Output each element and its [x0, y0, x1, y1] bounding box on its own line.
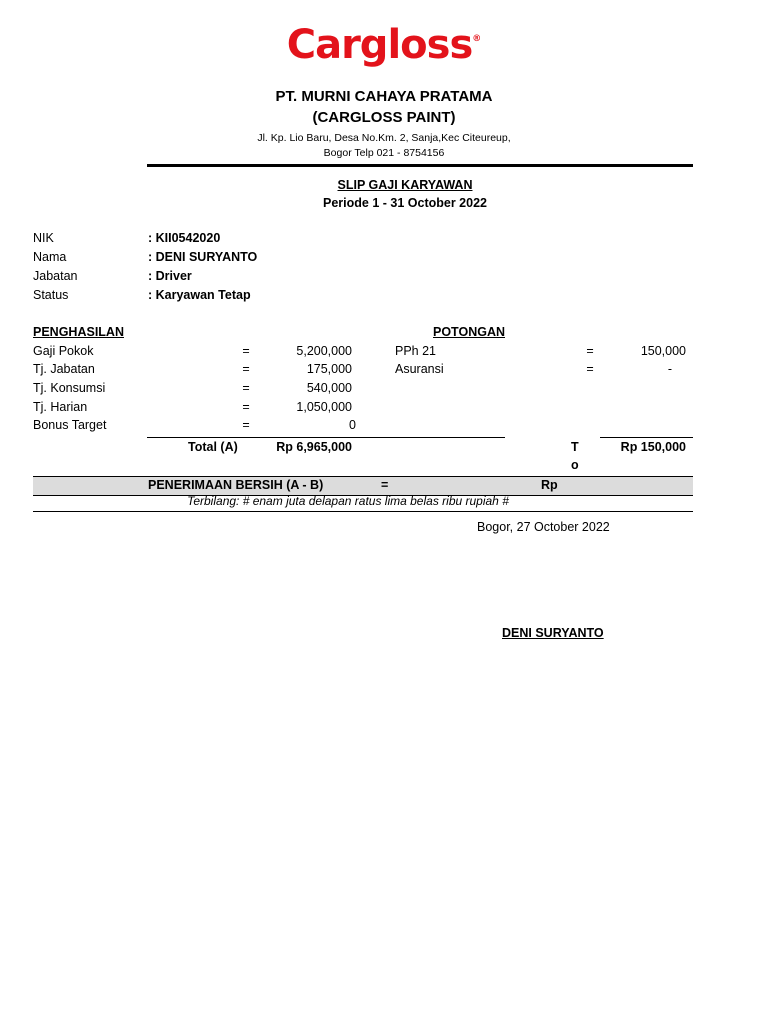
company-name: PT. MURNI CAHAYA PRATAMA [275, 88, 493, 105]
net-pay-eq: = [381, 478, 389, 492]
income-item-label: Gaji Pokok [33, 344, 94, 358]
deduction-item-amount: 150,000 [640, 344, 686, 358]
deduction-item-eq: = [586, 344, 594, 358]
net-pay-bottom-rule [33, 511, 693, 512]
income-item-eq: = [242, 381, 250, 395]
employee-label: Nama [33, 250, 67, 264]
income-item-label: Bonus Target [33, 418, 107, 432]
income-item-label: Tj. Konsumsi [33, 381, 106, 395]
amount-in-words: Terbilang: # enam juta delapan ratus lima belas ribu rupiah # [187, 494, 509, 508]
net-pay-band [33, 476, 693, 496]
slip-periode: Periode 1 - 31 October 2022 [323, 196, 487, 210]
deduction-total-value: Rp 150,000 [620, 440, 686, 454]
deduction-total-rule [600, 437, 693, 438]
company-address-line1: Jl. Kp. Lio Baru, Desa No.Km. 2, Sanja,Kec Citeureup, [257, 132, 511, 144]
income-item-eq: = [242, 418, 250, 432]
income-item-label: Tj. Harian [33, 400, 88, 414]
income-item-amount: 5,200,000 [296, 344, 352, 358]
income-total-label: Total (A) [188, 440, 238, 454]
place-date: Bogor, 27 October 2022 [477, 520, 610, 534]
income-item-amount: 540,000 [306, 381, 352, 395]
logo-text: Cargloss [286, 22, 473, 68]
deduction-item-label: Asuransi [395, 362, 444, 376]
company-brand: (CARGLOSS PAINT) [312, 109, 456, 126]
income-total-value: Rp 6,965,000 [276, 440, 352, 454]
income-heading: PENGHASILAN [33, 325, 124, 339]
income-item-amount: 0 [349, 418, 356, 432]
deduction-total-label-wrap: o [571, 458, 579, 472]
deduction-total-label: T [571, 440, 579, 454]
employee-label: NIK [33, 231, 54, 245]
employee-value: : DENI SURYANTO [148, 250, 258, 264]
company-logo [0, 22, 768, 68]
employee-value: : Driver [148, 269, 192, 283]
registered-mark: ® [472, 34, 482, 44]
deduction-item-label: PPh 21 [395, 344, 437, 358]
net-pay-label: PENERIMAAN BERSIH (A - B) [148, 478, 324, 492]
employee-value: : Karyawan Tetap [148, 288, 251, 302]
header-divider [147, 164, 693, 167]
income-item-label: Tj. Jabatan [33, 362, 95, 376]
employee-label: Jabatan [33, 269, 78, 283]
slip-title: SLIP GAJI KARYAWAN [337, 178, 473, 192]
employee-label: Status [33, 288, 69, 302]
company-address-line2: Bogor Telp 021 - 8754156 [323, 147, 445, 159]
income-item-eq: = [242, 344, 250, 358]
income-item-amount: 175,000 [306, 362, 352, 376]
income-total-rule [147, 437, 505, 438]
deduction-heading: POTONGAN [433, 325, 505, 339]
signatory-name: DENI SURYANTO [502, 626, 604, 640]
net-pay-currency: Rp [541, 478, 558, 492]
income-item-eq: = [242, 362, 250, 376]
deduction-item-amount: - [667, 362, 672, 376]
income-item-amount: 1,050,000 [296, 400, 352, 414]
income-item-eq: = [242, 400, 250, 414]
employee-value: : KII0542020 [148, 231, 221, 245]
deduction-item-eq: = [586, 362, 594, 376]
